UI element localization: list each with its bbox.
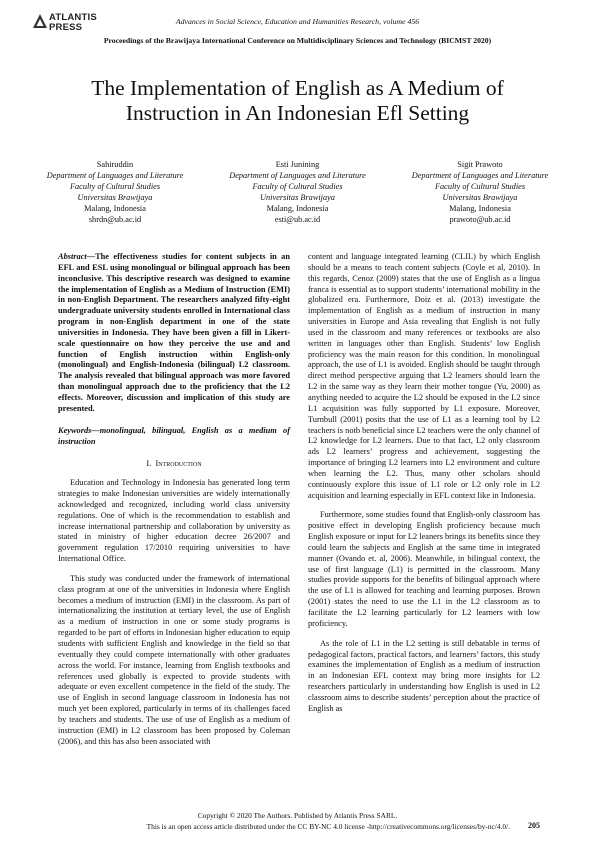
author-city: Malang, Indonesia bbox=[449, 204, 511, 213]
proceedings-header: Proceedings of the Brawijaya International Conference on Multidisciplinary Sciences and Technology (BICMST 2020) bbox=[103, 36, 492, 45]
right-column bbox=[308, 252, 540, 724]
author-faculty: Faculty of Cultural Studies bbox=[252, 182, 343, 191]
author-city: Malang, Indonesia bbox=[84, 204, 146, 213]
license-notice[interactable]: This is an open access article distributed under the CC BY-NC 4.0 license -http://creativecommons.org/licenses/by-nc/4.0/. bbox=[146, 822, 510, 831]
paragraph: content and language integrated learning (CLIL) by which English should be a means to teach content subjects (Coyle et al, 2010). In this regards, Cenoz (2009) states that the use of English as a lingua franca is essential as to support students’ international mobility in the globalized era. Furthermore, Doiz et al. (2013) investigate the implementation of English as a medium of instruction in many universities in Europe and Asia revealing that English is not fully used in the classroom and many references or textbooks are also written in languages other than English. Students’ low English proficiency was the main reason for this condition. In monolingual approach, the use of L1 is avoided. English should be taught through direct method perspective arguing that L2 learners should learn the L2 in the same way as they learn their mother tongue (Yu, 2000) as anything needed to acquire the L2 should be exposed in the L2 since L1 acquisition was fully supported by L1 exposure. Moreover, Turnbull (2001) posits that the use of L1 as a learning tool by L2 teachers is notb beneficial since L2 teachers were the only channel of L2 knowledge for L2 learners. Due to that fact, L2 only classroom ads L2 learners’ progress and achievement, suggesting the importance of bringing L2 learners into L2 environment and culture when learning the L2. Thus, many other scholars should continuously explore this issue of L1 role or L2 only role in L2 acquisition and learning especially in EFL context like in Indonesia. bbox=[308, 252, 540, 500]
paragraph: As the role of L1 in the L2 setting is still debatable in terms of pedagogical factors, practical factors, and learners’ factors, this study examines the implementation of English as a medium of instruction in an Indonesian EFL context may bring more insights for L2 researchers particularly in understanding how English is used in L2 classroom aims to describe students’ perception about the practice of English as bbox=[308, 638, 540, 713]
abstract bbox=[58, 252, 290, 415]
paper-title: The Implementation of English as A Medium of Instruction in An Indonesian Efl Setting bbox=[91, 76, 504, 125]
author-university: Universitas Brawijaya bbox=[442, 193, 518, 202]
paragraph: This study was conducted under the framework of international class program at one of the universities in Indonesia where English becomes a medium of instruction (EMI) in the classroom. As part of internationalizing the institution at tertiary level, the use of English as a medium of instruction in one or some study programs is regarded to be part of efforts in Indonesian higher education to equip students with sufficient English and knowledge in the field so that eventually they could compete internationally with other graduates across the world. For instance, learning from English textbooks and references used globally is expected to provide students with adequate or even excellent competence in the field of the study. The use of English in second language classroom in Indonesia has not much yet been explored, particularly in terms of its challenges faced by teachers and students. The use of use of English as a medium of instruction (EMI) in L2 classroom has been proposed by Coleman (2006), and this has also been associated with bbox=[58, 573, 290, 746]
copyright-notice: Copyright © 2020 The Authors. Published by Atlantis Press SARL. bbox=[197, 811, 398, 820]
author-email[interactable]: prawoto@ub.ac.id bbox=[449, 215, 511, 224]
author-university: Universitas Brawijaya bbox=[77, 193, 153, 202]
author-faculty: Faculty of Cultural Studies bbox=[69, 182, 161, 191]
abstract-text: —The effectiveness studies for content subjects in an EFL and ESL using monolingual or bilingual approach has been inconclusive. This descriptive research was designed to examine the implementation of English as a Medium of Instruction (EMI) in non-English Department. The researchers analyzed fifty-eight undergraduate university students enrolled in International class program in non-English department in one of the state universities in Indonesia. They have been given a fill in Likert-scale questionnaire on how they perceive the use and and function of English instruction within English-only (monolingual) and English-Indonesia (bilingual) L2 classroom. The analysis revealed that bilingual approach was more favored than monolingual approach due to the proficiency that the L2 effects. Moreover, discussion and implication of this study are presented. bbox=[58, 252, 290, 413]
abstract-label: Abstract bbox=[58, 252, 87, 261]
keywords-label: Keywords bbox=[58, 425, 92, 435]
left-column bbox=[58, 252, 290, 756]
author-department: Department of Languages and Literature bbox=[411, 171, 549, 180]
publisher-line1: ATLANTIS bbox=[49, 12, 97, 23]
keywords bbox=[58, 426, 290, 448]
author-university: Universitas Brawijaya bbox=[260, 193, 335, 202]
paragraph: Furthermore, some studies found that English-only classroom has positive effect in developing English proficiency because much English exposure or input for L2 leaners brings its benefits since they could learn the subjects and English at the same time in integrated manner (Ovando et. al, 2006). Meanwhile, in bilingual context, the use of first language (L1) is permitted in the classroom. Many studies provide supports for the benefits of bilingual approach where the use of L1 is allowed for teaching and learning purposes. Brown (2001) states the need to use the L1 in the L2 classroom as to facilitate the L2 learning particularly for L2 learners with low proficiency. bbox=[308, 510, 540, 628]
section-number: I. bbox=[146, 459, 152, 469]
author-department: Department of Languages and Literature bbox=[229, 171, 366, 180]
author-3 bbox=[410, 159, 550, 225]
author-name: Sahiruddin bbox=[96, 160, 134, 169]
author-name: Sigit Prawoto bbox=[457, 160, 503, 169]
publisher-line2: PRESS bbox=[49, 22, 83, 33]
author-2 bbox=[228, 159, 368, 225]
author-1 bbox=[45, 159, 185, 225]
keywords-text: —monolingual, bilingual, English as a medium of instruction bbox=[58, 425, 290, 446]
author-department: Department of Languages and Literature bbox=[46, 171, 184, 180]
author-email[interactable]: esti@ub.ac.id bbox=[274, 215, 321, 224]
paragraph: Education and Technology in Indonesia has generated long term strategies to make Indonesian universities are widely internationally acknowledged and recognized, including world class university regulations. One of which is the recommendation to establish and increase international partnership and collaboration by university as stated in ministry of higher education decree 26/2007 and government regulation 17/2010 requiring universities to have International Office. bbox=[58, 478, 290, 564]
author-email[interactable]: shrdn@ub.ac.id bbox=[88, 215, 142, 224]
author-city: Malang, Indonesia bbox=[266, 204, 329, 213]
author-name: Esti Junining bbox=[275, 160, 320, 169]
author-block bbox=[45, 159, 550, 225]
section-title: Introduction bbox=[155, 459, 202, 469]
page-number: 205 bbox=[528, 821, 540, 830]
series-header: Advances in Social Science, Education and Humanities Research, volume 456 bbox=[175, 17, 420, 26]
author-faculty: Faculty of Cultural Studies bbox=[434, 182, 526, 191]
section-heading-introduction bbox=[58, 459, 290, 470]
